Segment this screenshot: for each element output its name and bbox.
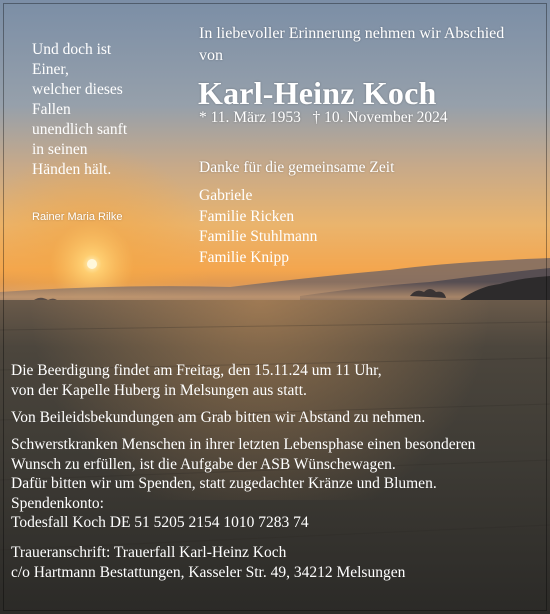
poem-line: Und doch ist (32, 41, 112, 58)
funeral-line: Die Beerdigung findet am Freitag, den 15.11.24 um 11 Uhr, (11, 362, 382, 379)
poem-author: Rainer Maria Rilke (32, 211, 123, 223)
donation-line: Schwerstkranken Menschen in ihrer letzten Lebensphase einen besonderen (11, 436, 476, 453)
poem-line: Fallen (32, 101, 71, 118)
donation-account: Todesfall Koch DE 51 5205 2154 1010 7283 74 (11, 514, 309, 531)
poem-line: unendlich sanft (32, 121, 128, 138)
death-date: † 10. November 2024 (312, 109, 448, 126)
family-name: Familie Knipp (199, 248, 289, 266)
birth-date: * 11. März 1953 (199, 109, 301, 126)
family-list (199, 186, 317, 268)
funeral-line: von der Kapelle Huberg in Melsungen aus statt. (11, 381, 307, 399)
poem-line: welcher dieses (32, 81, 123, 98)
family-name: Familie Ricken (199, 207, 295, 225)
donation-info (11, 435, 475, 533)
donation-line: Wunsch zu erfüllen, ist die Aufgabe der ASB Wünschewagen. (11, 455, 396, 473)
poem-line: in seinen (32, 141, 88, 158)
condolence-line: Von Beileidsbekundungen am Grab bitten wir Abstand zu nehmen. (11, 409, 426, 426)
address-line: Traueranschrift: Trauerfall Karl-Heinz Koch (11, 544, 287, 561)
intro-line: von (199, 47, 223, 64)
donation-line: Dafür bitten wir um Spenden, statt zugedachter Kränze und Blumen. (11, 475, 437, 492)
family-name: Familie Stuhlmann (199, 228, 318, 245)
mourning-address (11, 543, 405, 582)
funeral-info (11, 361, 382, 400)
intro-line: In liebevoller Erinnerung nehmen wir Abschied (199, 25, 505, 42)
address-line: c/o Hartmann Bestattungen, Kasseler Str. 49, 34212 Melsungen (11, 563, 406, 581)
family-name: Gabriele (199, 187, 253, 204)
deceased-name: Karl-Heinz Koch (198, 75, 437, 111)
poem-line: Einer, (32, 61, 69, 78)
thanks-line: Danke für die gemeinsame Zeit (199, 159, 395, 176)
poem-line: Händen hält. (32, 161, 112, 178)
life-dates (199, 109, 448, 127)
poem (32, 40, 127, 180)
condolence-note (11, 408, 425, 428)
donation-line: Spendenkonto: (11, 494, 104, 512)
